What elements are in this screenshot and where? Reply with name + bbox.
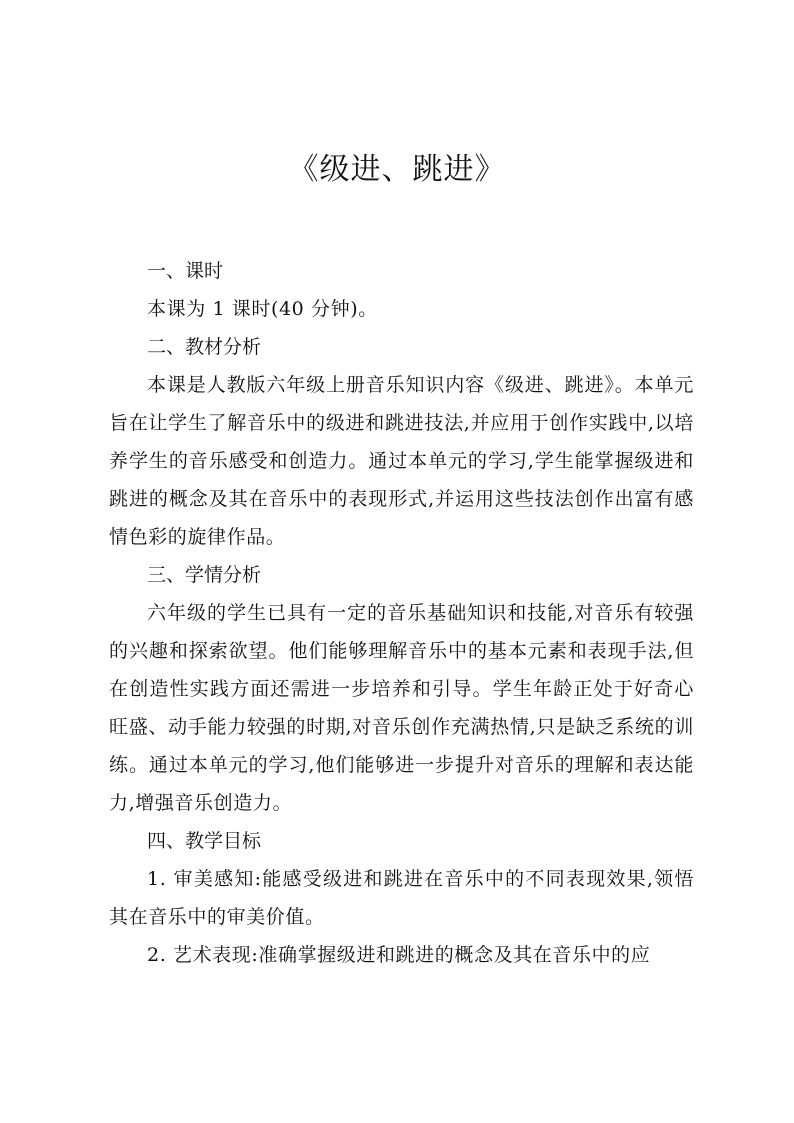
- paragraph-student-analysis: 六年级的学生已具有一定的音乐基础知识和技能,对音乐有较强的兴趣和探索欲望。他们能够理解音乐中的基本元素和表现手法,但在创造性实践方面还需进一步培养和引导。学生年龄正处于好奇心旺盛、动手能力较强的时期,对音乐创作充满热情,只是缺乏系统的训练。通过本单元的学习,他们能够进一步提升对音乐的理解和表达能力,增强音乐创造力。: [109, 602, 694, 814]
- document-title: 《级进、跳进》: [288, 152, 506, 187]
- section-heading-student-analysis: 三、学情分析: [147, 564, 262, 586]
- section-heading-textbook-analysis: 二、教材分析: [147, 336, 262, 358]
- paragraph-class-hours: 本课为 1 课时(40 分钟)。: [147, 298, 378, 320]
- paragraph-goal-2: 2. 艺术表现:准确掌握级进和跳进的概念及其在音乐中的应: [147, 944, 651, 966]
- paragraph-textbook-analysis: 本课是人教版六年级上册音乐知识内容《级进、跳进》。本单元旨在让学生了解音乐中的级进和跳进技法,并应用于创作实践中,以培养学生的音乐感受和创造力。通过本单元的学习,学生能掌握级进和跳进的概念及其在音乐中的表现形式,并运用这些技法创作出富有感情色彩的旋律作品。: [109, 374, 694, 548]
- section-heading-class-hours: 一、课时: [147, 260, 224, 282]
- section-heading-teaching-goals: 四、教学目标: [147, 830, 262, 852]
- document-body: [109, 252, 694, 974]
- paragraph-goal-1: 1. 审美感知:能感受级进和跳进在音乐中的不同表现效果,领悟其在音乐中的审美价值。: [109, 868, 694, 928]
